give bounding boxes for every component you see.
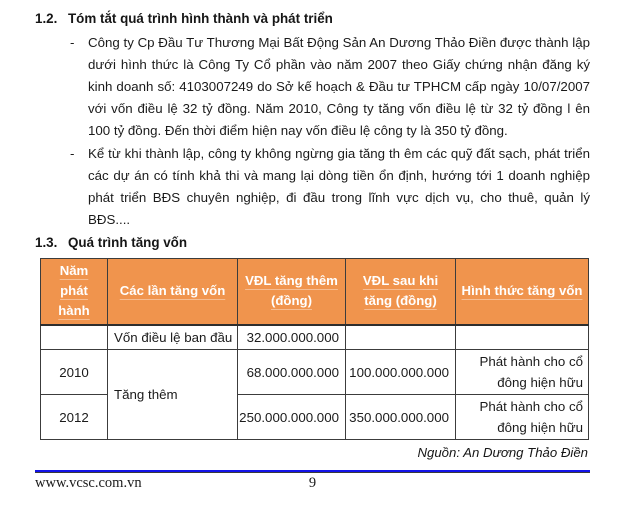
page-footer — [35, 470, 590, 493]
capital-increase-table — [40, 258, 589, 440]
table-row — [41, 325, 589, 350]
bullet-text-2: Kể từ khi thành lập, công ty không ngừng gia tăng th êm các quỹ đất sạch, phát triển các dự án có tính khả thi và mang lại dòng tiền ổn định, hướng tới 1 doanh nghiệp phát triển BĐS chuyên nghiệp, đi đầu trong lĩnh vực dịch vụ, cho thuê, quản lý BĐS.... — [88, 146, 590, 227]
col-header-capital-after: VĐL sau khi tăng (đồng) — [346, 259, 456, 325]
cell-year: 2010 — [41, 350, 108, 395]
bullet-dash-icon: - — [70, 146, 75, 161]
section-number: 1.2. — [35, 11, 58, 26]
section-title: Quá trình tăng vốn — [68, 235, 188, 250]
col-header-increase-method: Hình thức tăng vốn — [456, 259, 589, 325]
bullet-item-2 — [70, 143, 590, 231]
cell-added-capital: 32.000.000.000 — [238, 325, 346, 350]
cell-added-capital: 68.000.000.000 — [238, 350, 346, 395]
section-title: Tóm tắt quá trình hình thành và phát triển — [68, 11, 333, 26]
cell-capital-after: 100.000.000.000 — [346, 350, 456, 395]
section-heading-1-2 — [35, 10, 590, 28]
cell-method — [456, 325, 589, 350]
col-header-added-capital: VĐL tăng thêm (đồng) — [238, 259, 346, 325]
col-header-issue-year: Năm phát hành — [41, 259, 108, 325]
footer-website: www.vcsc.com.vn — [35, 475, 142, 491]
section-number: 1.3. — [35, 235, 58, 250]
cell-year: 2012 — [41, 395, 108, 440]
footer-row — [35, 475, 590, 493]
cell-capital-after: 350.000.000.000 — [346, 395, 456, 440]
cell-event: Vốn điều lệ ban đầu — [108, 325, 238, 350]
footer-rule — [35, 470, 590, 473]
cell-event-merged: Tăng thêm — [108, 350, 238, 440]
bullet-text-1: Công ty Cp Đầu Tư Thương Mại Bất Động Sản An Dương Thảo Điền được thành lập dưới hình thức là Công Ty Cổ phần vào năm 2007 theo Giấy chứng nhận đăng ký kinh doanh số: 4103007249 do Sở kế hoạch & Đầu tư TPHCM cấp ngày 10/07/2007 với vốn điều lệ 32 tỷ đồng. Năm 2010, Công ty tăng vốn điều lệ từ 32 tỷ đồng l ên 100 tỷ đồng. Đến thời điểm hiện nay vốn điều lệ công ty là 350 tỷ đồng. — [88, 35, 590, 138]
cell-method: Phát hành cho cổ đông hiện hữu — [456, 350, 589, 395]
col-header-increase-events: Các lần tăng vốn — [108, 259, 238, 325]
table-row — [41, 350, 589, 395]
document-page — [0, 10, 624, 510]
source-note: Nguồn: An Dương Thảo Điền — [417, 445, 588, 460]
section-heading-1-3 — [35, 234, 590, 252]
page-number: 9 — [308, 475, 317, 491]
cell-added-capital: 250.000.000.000 — [238, 395, 346, 440]
table-header-row — [41, 259, 589, 325]
bullet-dash-icon: - — [70, 35, 75, 50]
cell-year — [41, 325, 108, 350]
cell-capital-after — [346, 325, 456, 350]
cell-method: Phát hành cho cổ đông hiện hữu — [456, 395, 589, 440]
bullet-item-1 — [70, 32, 590, 142]
